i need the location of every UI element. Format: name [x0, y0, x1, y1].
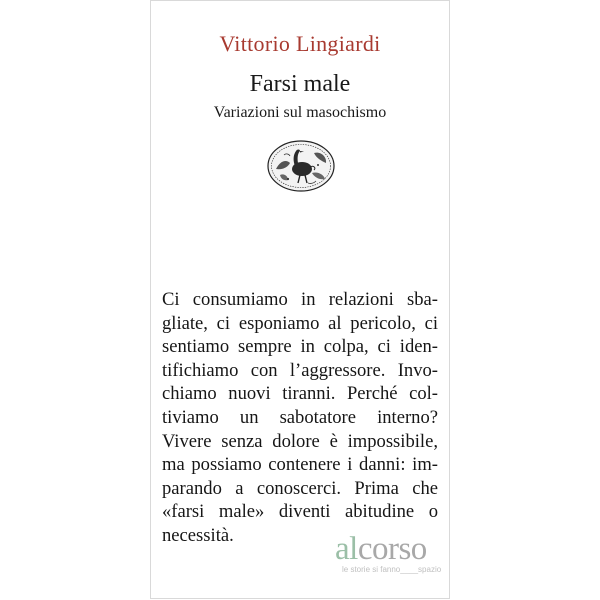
blurb-line: Vivere senza dolore è impossibile,: [162, 430, 438, 452]
series-logo: [335, 532, 455, 574]
blurb-text: [162, 288, 438, 548]
author-name: Vittorio Lingiardi: [219, 31, 381, 56]
blurb-line: necessità.: [162, 524, 234, 546]
blurb-line: Ci consumiamo in relazioni sba-: [162, 289, 438, 310]
book-cover: [150, 0, 450, 599]
blurb-line: «farsi male» diventi abitudine o: [162, 501, 438, 523]
series-name: [335, 532, 455, 566]
blurb-line: ma possiamo contenere i danni: im-: [162, 454, 438, 476]
blurb-line: parando a conoscerci. Prima che: [162, 477, 438, 499]
book-title: Farsi male: [249, 71, 351, 97]
book-subtitle: Variazioni sul masochismo: [213, 104, 387, 121]
blurb-line: chiamo nuovi tiranni. Perché col-: [162, 383, 438, 405]
series-tagline: le storie si fanno____spazio: [342, 565, 442, 574]
series-name-rest: corso: [357, 531, 427, 567]
ostrich-emblem-icon: [266, 139, 336, 193]
blurb-line: tiviamo un sabotatore interno?: [162, 406, 438, 428]
blurb-line: sentiamo sempre in colpa, ci iden-: [162, 336, 438, 358]
blurb-line: gliate, ci esponiamo al pericolo, ci: [162, 312, 438, 334]
blurb-line: tifichiamo con l’aggressore. Invo-: [162, 359, 438, 381]
series-name-prefix: al: [335, 531, 358, 567]
